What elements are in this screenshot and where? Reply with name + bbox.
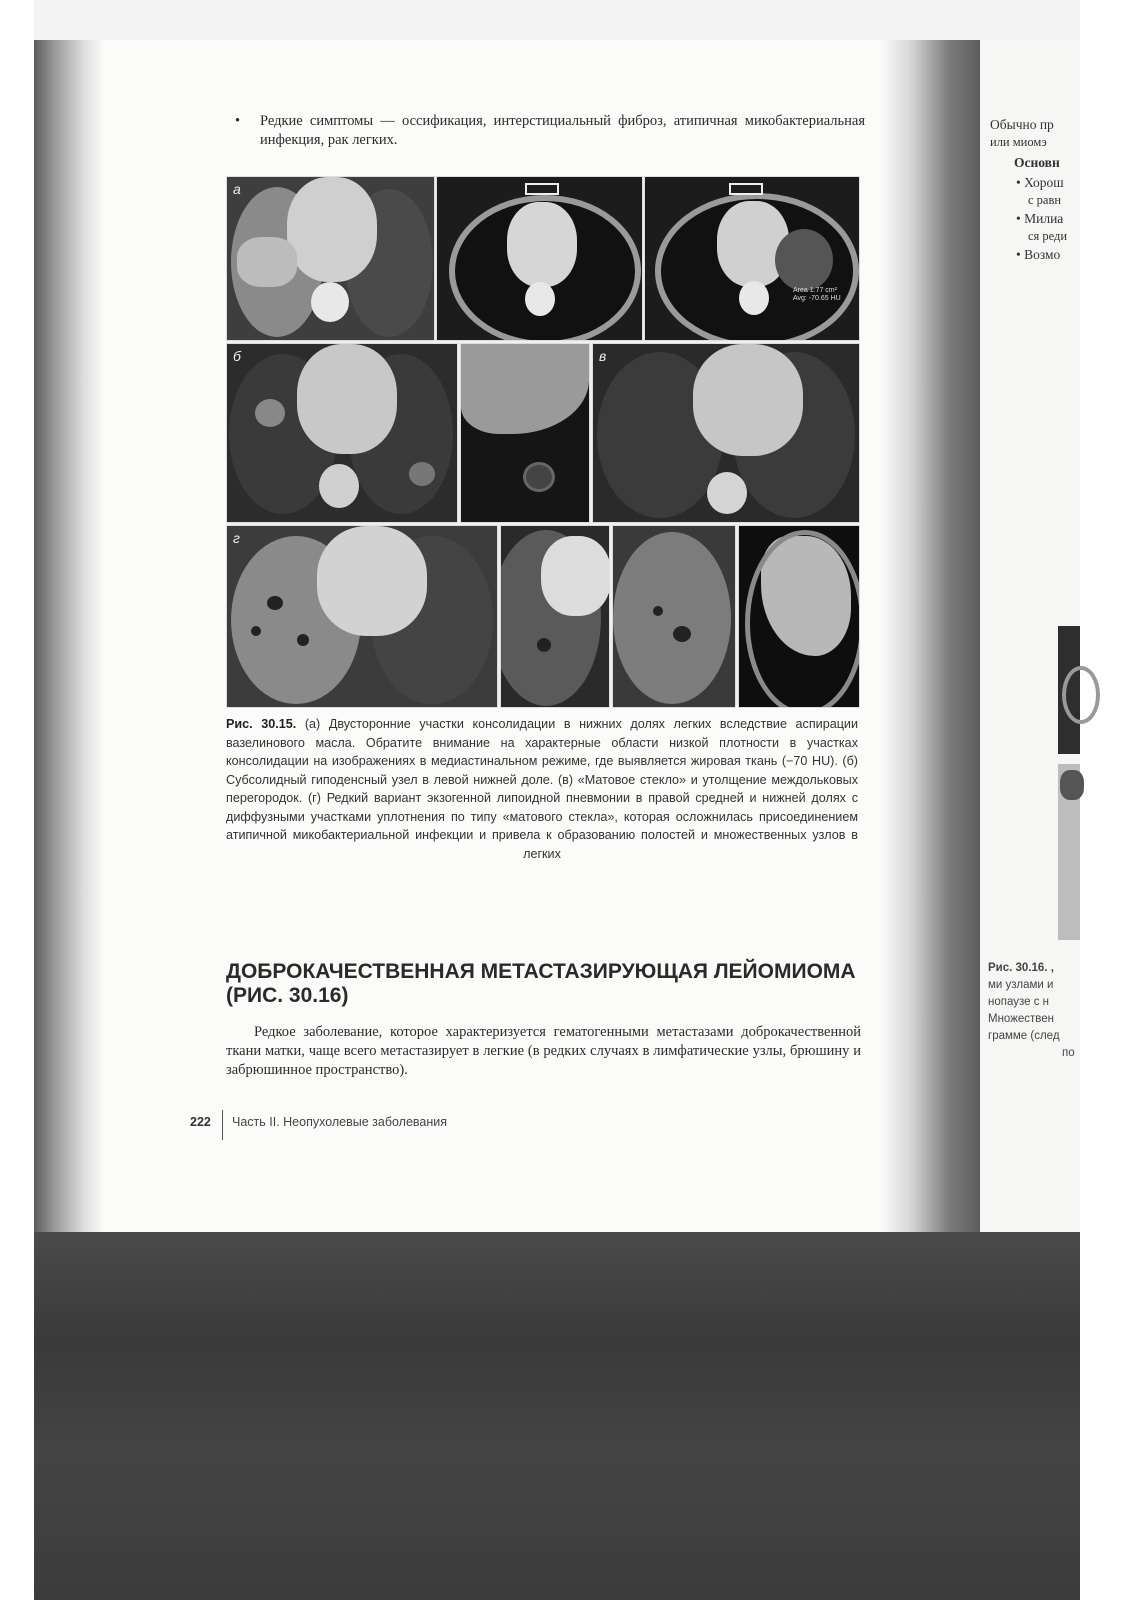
bullet-marker: • [235, 113, 241, 129]
scan-background-top [0, 0, 1132, 40]
footer-divider [222, 1110, 223, 1140]
ct-roi-annotation: Area 1.77 cm² Avg: -70.65 HU [793, 287, 841, 302]
ct-image-g-lung [226, 525, 498, 708]
scan-margin-right [1080, 0, 1132, 1600]
right-caption-line-5: по [1062, 1047, 1075, 1059]
panel-label-g: г [233, 530, 240, 546]
ct-image-a-mediastinal-roi [644, 176, 860, 341]
page-number: 222 [190, 1115, 211, 1129]
ct-image-v-lung [592, 343, 860, 523]
bullet-text: Редкие симптомы — оссификация, интерстициальный фиброз, атипичная микобактериальная инфекция, рак легких. [260, 113, 865, 148]
right-caption-line-3: Множествен [988, 1013, 1055, 1025]
book-spine-shadow [880, 40, 980, 1232]
figure-30-15 [226, 176, 858, 706]
scanner-bed-background [0, 1232, 1132, 1600]
right-bullet-3: • Возмо [1016, 247, 1061, 262]
right-figure-image-1 [1058, 626, 1080, 754]
right-figure-image-2 [1058, 764, 1080, 940]
ct-image-a-lung-window [226, 176, 435, 341]
right-line-1: Обычно пр [990, 117, 1054, 132]
bullet-item [235, 112, 865, 150]
panel-label-b: б [233, 348, 241, 364]
figure-caption [226, 715, 858, 863]
running-title: Часть II. Неопухолевые заболевания [232, 1115, 448, 1129]
ct-image-g-mediastinal [738, 525, 860, 708]
ct-image-b-zoomed [460, 343, 590, 523]
ct-image-g-zoomed-2 [612, 525, 736, 708]
right-bullet-1-cont: с равн [1028, 193, 1062, 207]
panel-label-v: в [599, 348, 607, 364]
caption-text: (а) Двусторонние участки консолидации в нижних долях легких вследствие аспирации вазелинового масла. Обратите внимание на характерные области низкой плотности в участках консолидации на изображениях в медиастинальном режиме, где выявляется жировая ткань (−70 HU). (б) Субсолидный гиподенсный узел в левой нижней доле. (в) «Матовое стекло» и утолщение междольковых перегородок. (г) Редкий вариант экзогенной липоидной пневмонии в правой средней и нижней долях с диффузными участками уплотнения по типу «матового стекла», которая осложнилась присоединением атипичной микобактериальной инфекции и привела к образованию полостей и множественных узлов в легких [226, 717, 858, 861]
right-caption-line-4: грамме (след [988, 1030, 1060, 1042]
ct-image-b-lung [226, 343, 458, 523]
right-bullet-2: • Милиа [1016, 211, 1064, 226]
ct-image-a-mediastinal [436, 176, 643, 341]
panel-label-a: а [233, 181, 241, 197]
right-bullet-1: • Хорош [1016, 175, 1064, 190]
right-bullet-2-cont: ся реди [1028, 229, 1068, 243]
right-caption-line-2: нопаузе с н [988, 996, 1050, 1008]
body-paragraph: Редкое заболевание, которое характеризуется гематогенными метастазами доброкачественной ткани матки, чаще всего метастазирует в легкие (в редких случаях в лимфатические узлы, брюшину и забрюшинное пространство). [226, 1024, 861, 1078]
right-line-2: или миомэ [990, 135, 1047, 149]
section-heading: ДОБРОКАЧЕСТВЕННАЯ МЕТАСТАЗИРУЮЩАЯ ЛЕЙОМИОМА (РИС. 30.16) [226, 960, 856, 1007]
right-subheading: Основн [1014, 155, 1060, 170]
right-caption-label: Рис. 30.16. , [988, 962, 1054, 974]
scan-margin-left [0, 0, 34, 1600]
figure-number: Рис. 30.15. [226, 717, 297, 731]
ct-image-g-zoomed-1 [500, 525, 610, 708]
page-edge-shadow [34, 40, 104, 1232]
right-caption-line-1: ми узлами и [988, 979, 1054, 991]
